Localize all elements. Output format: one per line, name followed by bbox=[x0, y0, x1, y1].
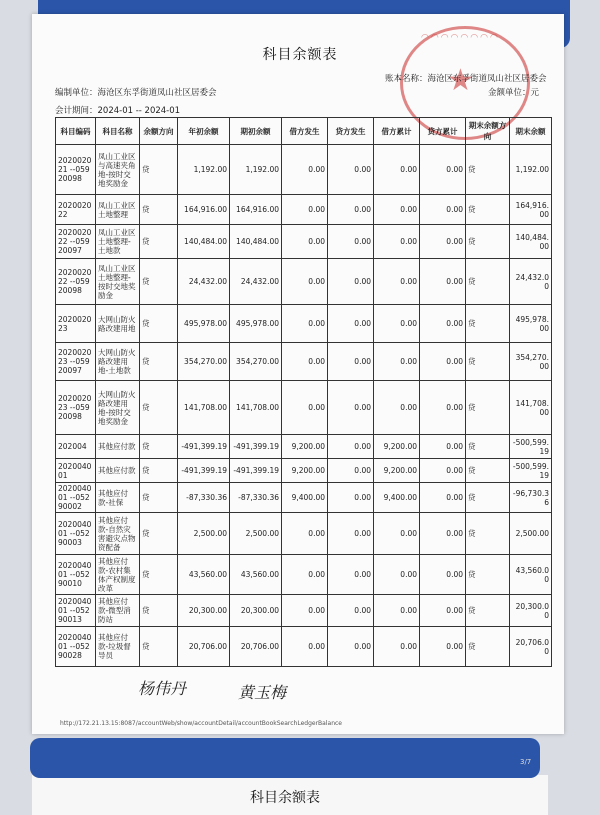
table-cell: 0.00 bbox=[328, 259, 374, 305]
table-cell: 0.00 bbox=[374, 259, 420, 305]
table-cell: 贷 bbox=[466, 259, 510, 305]
table-cell: 0.00 bbox=[420, 555, 466, 595]
table-cell: 0.00 bbox=[374, 225, 420, 259]
table-cell: 贷 bbox=[466, 627, 510, 667]
table-cell: 141,708.00 bbox=[510, 381, 552, 435]
table-cell: 2020040 01 --05290002 bbox=[56, 483, 96, 513]
table-cell: 495,978.00 bbox=[510, 305, 552, 343]
table-cell: 0.00 bbox=[374, 555, 420, 595]
table-cell: 202002023 --05920097 bbox=[56, 343, 96, 381]
table-cell: 贷 bbox=[140, 225, 178, 259]
table-cell: 354,270.00 bbox=[510, 343, 552, 381]
table-cell: 495,978.00 bbox=[230, 305, 282, 343]
table-cell: 0.00 bbox=[374, 195, 420, 225]
table-row bbox=[56, 305, 552, 343]
table-cell: 凤山工业区土地整理-土地款 bbox=[96, 225, 140, 259]
table-cell: 9,400.00 bbox=[374, 483, 420, 513]
table-row bbox=[56, 459, 552, 483]
table-cell: -491,399.19 bbox=[230, 459, 282, 483]
table-cell: 贷 bbox=[140, 435, 178, 459]
table-cell: 贷 bbox=[140, 555, 178, 595]
document-title: 科目余额表 bbox=[262, 47, 338, 63]
table-cell: -500,599.19 bbox=[510, 435, 552, 459]
table-cell: 贷 bbox=[140, 513, 178, 555]
table-row bbox=[56, 195, 552, 225]
table-cell: 0.00 bbox=[282, 555, 328, 595]
table-cell: 202004 bbox=[56, 435, 96, 459]
table-cell: 0.00 bbox=[420, 513, 466, 555]
table-cell: 贷 bbox=[140, 145, 178, 195]
table-cell: 9,200.00 bbox=[374, 435, 420, 459]
table-cell: 0.00 bbox=[420, 305, 466, 343]
table-cell: 贷 bbox=[466, 555, 510, 595]
table-cell: 164,916.00 bbox=[230, 195, 282, 225]
table-cell: 贷 bbox=[140, 305, 178, 343]
table-cell: 0.00 bbox=[282, 513, 328, 555]
header-cell: 借方累计 bbox=[374, 118, 420, 145]
table-row bbox=[56, 381, 552, 435]
table-cell: 0.00 bbox=[420, 343, 466, 381]
table-cell: 0.00 bbox=[328, 513, 374, 555]
table-cell: 贷 bbox=[466, 225, 510, 259]
table-cell: 0.00 bbox=[282, 595, 328, 627]
table-cell: 0.00 bbox=[282, 195, 328, 225]
signature-1: 杨伟丹 bbox=[138, 679, 187, 698]
table-cell: -500,599.19 bbox=[510, 459, 552, 483]
table-cell: 贷 bbox=[466, 305, 510, 343]
table-cell: 1,192.00 bbox=[510, 145, 552, 195]
table-cell: 0.00 bbox=[328, 381, 374, 435]
table-cell: 0.00 bbox=[282, 627, 328, 667]
table-cell: 202002023 --05920098 bbox=[56, 381, 96, 435]
table-cell: 164,916.00 bbox=[178, 195, 230, 225]
header-cell: 借方发生 bbox=[282, 118, 328, 145]
table-row bbox=[56, 627, 552, 667]
table-cell: 202002022 --05920098 bbox=[56, 259, 96, 305]
page-url: http://172.21.13.15:8087/accountWeb/show/accountDetail/accountBookSearchLedgerBalance bbox=[60, 720, 342, 727]
table-cell: -491,399.19 bbox=[178, 435, 230, 459]
table-cell: 0.00 bbox=[374, 381, 420, 435]
table-cell: 0.00 bbox=[420, 459, 466, 483]
table-cell: 24,432.00 bbox=[230, 259, 282, 305]
table-cell: 0.00 bbox=[420, 483, 466, 513]
table-cell: 贷 bbox=[140, 195, 178, 225]
table-cell: 20,300.00 bbox=[230, 595, 282, 627]
signature-2: 黄玉梅 bbox=[238, 683, 287, 702]
table-cell: 凤山工业区土地整理-按时交地奖励金 bbox=[96, 259, 140, 305]
table-cell: 其他应付款 bbox=[96, 459, 140, 483]
seal-star-icon: ★ bbox=[447, 63, 474, 98]
table-cell: 0.00 bbox=[420, 259, 466, 305]
table-cell: 贷 bbox=[140, 483, 178, 513]
table-cell: 0.00 bbox=[282, 343, 328, 381]
table-cell: 0.00 bbox=[282, 305, 328, 343]
table-cell: 0.00 bbox=[420, 195, 466, 225]
header-cell: 期末余额 bbox=[510, 118, 552, 145]
next-page-title: 科目余额表 bbox=[250, 790, 320, 806]
table-cell: 202002023 bbox=[56, 305, 96, 343]
table-cell: 贷 bbox=[466, 483, 510, 513]
table-cell: 0.00 bbox=[420, 627, 466, 667]
table-row bbox=[56, 555, 552, 595]
table-cell: 24,432.00 bbox=[178, 259, 230, 305]
table-cell: 0.00 bbox=[420, 145, 466, 195]
table-cell: -87,330.36 bbox=[230, 483, 282, 513]
table-cell: 其他应付款-垃圾督导员 bbox=[96, 627, 140, 667]
table-cell: 202002022 bbox=[56, 195, 96, 225]
table-cell: 2,500.00 bbox=[178, 513, 230, 555]
table-cell: 2020040 01 --05290003 bbox=[56, 513, 96, 555]
table-cell: 495,978.00 bbox=[178, 305, 230, 343]
table-cell: 9,400.00 bbox=[282, 483, 328, 513]
table-cell: 大网山防火路改建用地-按时交地奖励金 bbox=[96, 381, 140, 435]
table-cell: 0.00 bbox=[420, 595, 466, 627]
table-cell: 1,192.00 bbox=[178, 145, 230, 195]
table-cell: 凤山工业区与高速夹角地-按时交地奖励金 bbox=[96, 145, 140, 195]
table-cell: 43,560.00 bbox=[510, 555, 552, 595]
table-cell: 贷 bbox=[466, 513, 510, 555]
table-cell: 0.00 bbox=[328, 145, 374, 195]
table-cell: 9,200.00 bbox=[374, 459, 420, 483]
table-cell: 2,500.00 bbox=[510, 513, 552, 555]
seal-ring-text: ◠◠◠◠◠◠◠◠ bbox=[421, 33, 500, 43]
table-cell: 贷 bbox=[140, 595, 178, 627]
table-cell: 其他应付款-农村集体产权制度改革 bbox=[96, 555, 140, 595]
table-cell: 2020040 01 --05290013 bbox=[56, 595, 96, 627]
table-cell: -491,399.19 bbox=[178, 459, 230, 483]
table-row bbox=[56, 513, 552, 555]
table-cell: 140,484.00 bbox=[178, 225, 230, 259]
table-cell: 140,484.00 bbox=[230, 225, 282, 259]
table-cell: 贷 bbox=[140, 259, 178, 305]
table-cell: 贷 bbox=[466, 459, 510, 483]
table-row bbox=[56, 343, 552, 381]
table-cell: 其他应付款-自然灾害避灾点物资配备 bbox=[96, 513, 140, 555]
table-cell: 9,200.00 bbox=[282, 435, 328, 459]
table-cell: 大网山防火路改建用地 bbox=[96, 305, 140, 343]
table-cell: 2020040 01 --05290010 bbox=[56, 555, 96, 595]
header-cell: 贷方发生 bbox=[328, 118, 374, 145]
table-cell: 贷 bbox=[466, 145, 510, 195]
table-cell: 其他应付款-社保 bbox=[96, 483, 140, 513]
header-cell: 科目编码 bbox=[56, 118, 96, 145]
table-cell: 20,300.00 bbox=[510, 595, 552, 627]
table-cell: 0.00 bbox=[420, 435, 466, 459]
table-cell: 202002021 --05920098 bbox=[56, 145, 96, 195]
table-cell: 0.00 bbox=[328, 459, 374, 483]
table-cell: 0.00 bbox=[282, 259, 328, 305]
table-cell: 贷 bbox=[466, 595, 510, 627]
table-cell: 凤山工业区土地整理 bbox=[96, 195, 140, 225]
header-cell: 贷方累计 bbox=[420, 118, 466, 145]
header-cell: 余额方向 bbox=[140, 118, 178, 145]
table-cell: 0.00 bbox=[282, 225, 328, 259]
page-number: 3/7 bbox=[520, 758, 532, 766]
table-cell: 20,706.00 bbox=[510, 627, 552, 667]
table-cell: 0.00 bbox=[374, 627, 420, 667]
table-cell: 354,270.00 bbox=[230, 343, 282, 381]
table-row bbox=[56, 259, 552, 305]
table-cell: 0.00 bbox=[420, 225, 466, 259]
table-cell: 141,708.00 bbox=[230, 381, 282, 435]
table-cell: 2020040 01 --05290028 bbox=[56, 627, 96, 667]
table-cell: 贷 bbox=[140, 343, 178, 381]
table-cell: 9,200.00 bbox=[282, 459, 328, 483]
table-cell: 0.00 bbox=[328, 555, 374, 595]
table-cell: 0.00 bbox=[374, 305, 420, 343]
table-cell: 20,300.00 bbox=[178, 595, 230, 627]
table-cell: 其他应付款-微型消防站 bbox=[96, 595, 140, 627]
table-cell: 贷 bbox=[466, 195, 510, 225]
table-cell: 0.00 bbox=[374, 145, 420, 195]
table-cell: 大网山防火路改建用地-土地款 bbox=[96, 343, 140, 381]
table-cell: 贷 bbox=[466, 435, 510, 459]
table-row bbox=[56, 435, 552, 459]
table-cell: 贷 bbox=[140, 627, 178, 667]
table-cell: 24,432.00 bbox=[510, 259, 552, 305]
header-cell: 科目名称 bbox=[96, 118, 140, 145]
header-cell: 年初余额 bbox=[178, 118, 230, 145]
header-cell: 期初余额 bbox=[230, 118, 282, 145]
balance-table bbox=[55, 117, 552, 667]
table-row bbox=[56, 225, 552, 259]
table-row bbox=[56, 483, 552, 513]
table-row bbox=[56, 595, 552, 627]
table-cell: 1,192.00 bbox=[230, 145, 282, 195]
table-cell: 0.00 bbox=[374, 513, 420, 555]
header-cell: 期末余额方向 bbox=[466, 118, 510, 145]
table-cell: 0.00 bbox=[374, 343, 420, 381]
table-cell: 0.00 bbox=[328, 483, 374, 513]
table-header-row bbox=[56, 118, 552, 145]
table-cell: 贷 bbox=[140, 459, 178, 483]
table-cell: -87,330.36 bbox=[178, 483, 230, 513]
table-cell: 0.00 bbox=[328, 305, 374, 343]
table-cell: 贷 bbox=[466, 343, 510, 381]
table-cell: 141,708.00 bbox=[178, 381, 230, 435]
table-cell: 2020040 01 bbox=[56, 459, 96, 483]
table-cell: 20,706.00 bbox=[230, 627, 282, 667]
table-cell: -491,399.19 bbox=[230, 435, 282, 459]
table-cell: 0.00 bbox=[420, 381, 466, 435]
table-cell: 354,270.00 bbox=[178, 343, 230, 381]
table-cell: 0.00 bbox=[328, 595, 374, 627]
table-cell: 0.00 bbox=[328, 343, 374, 381]
table-cell: 贷 bbox=[466, 381, 510, 435]
table-cell: 0.00 bbox=[328, 225, 374, 259]
table-cell: 其他应付款 bbox=[96, 435, 140, 459]
table-cell: 0.00 bbox=[374, 595, 420, 627]
table-cell: 202002022 --05920097 bbox=[56, 225, 96, 259]
compiling-unit: 编制单位：海沧区东孚街道凤山社区居委会 bbox=[55, 88, 217, 98]
table-cell: 164,916.00 bbox=[510, 195, 552, 225]
table-cell: 0.00 bbox=[328, 435, 374, 459]
table-row bbox=[56, 145, 552, 195]
table-cell: -96,730.36 bbox=[510, 483, 552, 513]
table-cell: 20,706.00 bbox=[178, 627, 230, 667]
table-cell: 140,484.00 bbox=[510, 225, 552, 259]
table-cell: 0.00 bbox=[328, 195, 374, 225]
accounting-period: 会计期间：2024-01 -- 2024-01 bbox=[55, 106, 181, 116]
account-book-name: 账本名称：海沧区东孚街道凤山社区居委会 bbox=[385, 74, 547, 84]
table-cell: 0.00 bbox=[282, 145, 328, 195]
binder-clip-bottom bbox=[30, 738, 540, 778]
table-cell: 43,560.00 bbox=[178, 555, 230, 595]
table-cell: 2,500.00 bbox=[230, 513, 282, 555]
table-cell: 0.00 bbox=[282, 381, 328, 435]
table-cell: 0.00 bbox=[328, 627, 374, 667]
currency-unit: 金额单位：元 bbox=[488, 88, 540, 98]
table-cell: 贷 bbox=[140, 381, 178, 435]
table-cell: 43,560.00 bbox=[230, 555, 282, 595]
